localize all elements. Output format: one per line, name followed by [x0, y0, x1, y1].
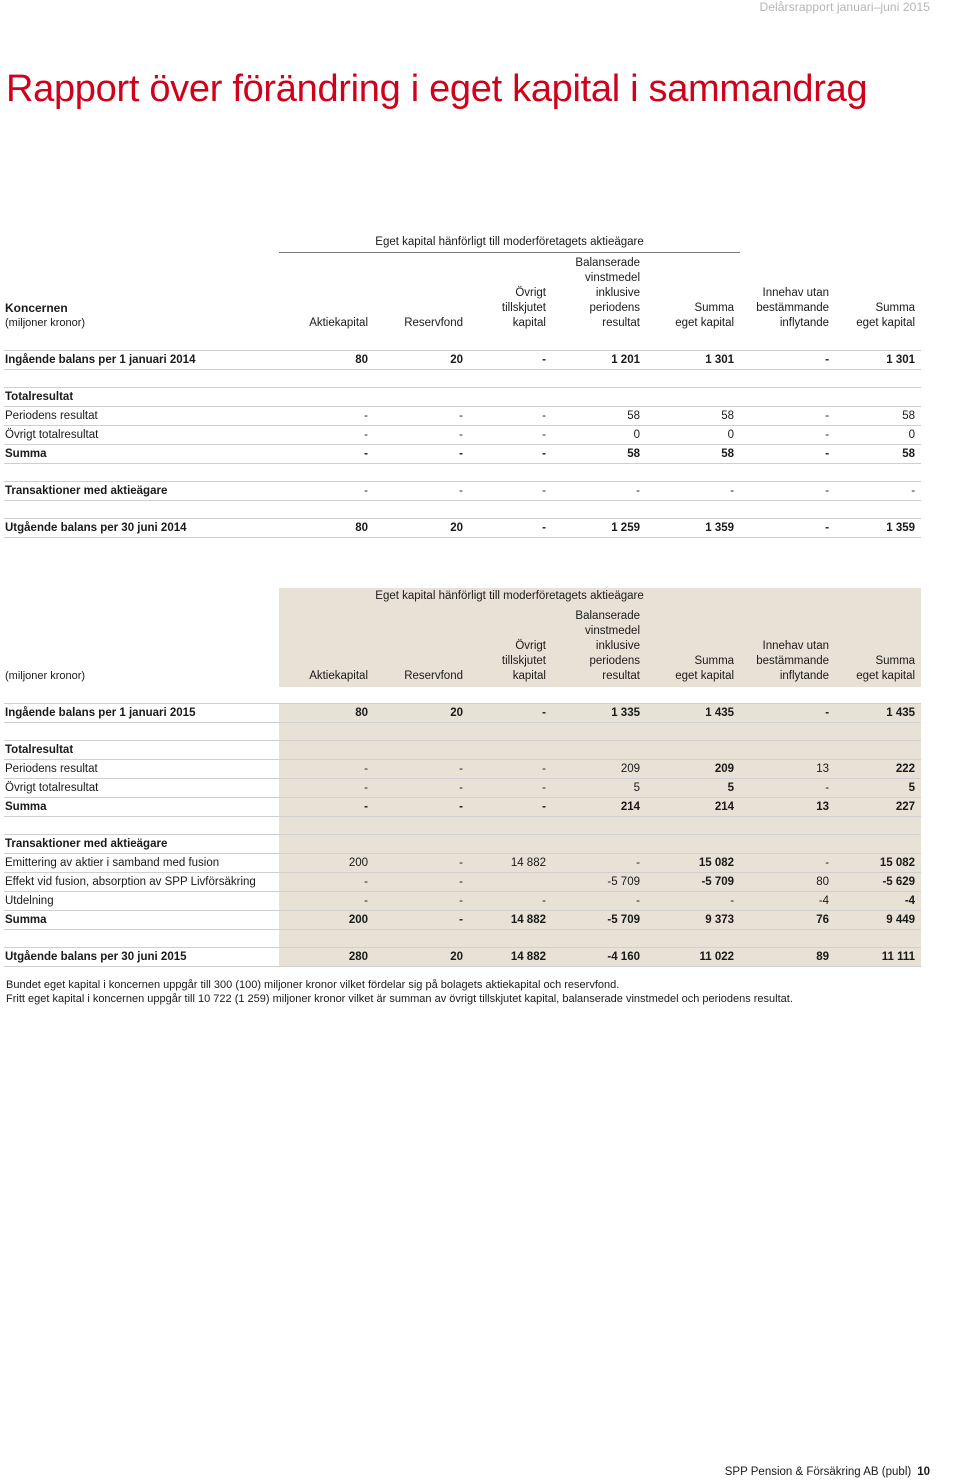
cell: 14 882	[469, 911, 552, 930]
table-row	[4, 350, 921, 369]
cell: -	[469, 481, 552, 500]
cell: -	[469, 444, 552, 463]
row-label: Utdelning	[4, 892, 279, 911]
cell: -	[740, 425, 835, 444]
table-row	[4, 741, 921, 760]
cell: 58	[646, 444, 740, 463]
cell: 20	[374, 704, 469, 723]
cell: -	[374, 798, 469, 817]
cell: 13	[740, 760, 835, 779]
page-number: 10	[917, 1466, 930, 1478]
cell: -	[740, 444, 835, 463]
col-bal-line: periodens	[589, 301, 640, 314]
cell: -	[740, 704, 835, 723]
col-summa-line: eget kapital	[675, 316, 735, 329]
row-label: Totalresultat	[4, 387, 279, 406]
cell: -4 160	[552, 948, 646, 967]
table-row	[4, 406, 921, 425]
cell: 214	[552, 798, 646, 817]
cell: 9 373	[646, 911, 740, 930]
cell: 1 359	[646, 518, 740, 537]
col-innehav-line: bestämmande	[756, 655, 830, 667]
table-row	[4, 948, 921, 967]
cell: 9 449	[835, 911, 921, 930]
col-summa-line: eget kapital	[675, 670, 735, 682]
entity-label: Koncernen	[5, 300, 68, 315]
cell: 58	[835, 444, 921, 463]
col-innehav-line: inflytande	[779, 670, 830, 682]
cell: -	[469, 892, 552, 911]
unit-label: (miljoner kronor)	[5, 670, 86, 682]
cell: 227	[835, 798, 921, 817]
cell: 20	[374, 350, 469, 369]
row-label: Summa	[4, 798, 279, 817]
cell: 1 435	[646, 704, 740, 723]
col-summa2-line: eget kapital	[856, 316, 916, 329]
col-aktiekapital: Aktiekapital	[309, 316, 368, 329]
equity-table-2014	[4, 234, 921, 538]
table-row	[4, 779, 921, 798]
cell: -	[740, 481, 835, 500]
cell: 13	[740, 798, 835, 817]
table-row	[4, 481, 921, 500]
table-row	[4, 444, 921, 463]
table-row	[4, 892, 921, 911]
col-bal-line: vinstmedel	[585, 625, 640, 637]
row-label: Utgående balans per 30 juni 2014	[4, 518, 279, 537]
col-innehav-line: bestämmande	[756, 301, 830, 314]
cell: -	[279, 873, 374, 892]
col-ovrigt-line: tillskjutet	[501, 655, 546, 667]
cell: 5	[646, 779, 740, 798]
row-label: Ingående balans per 1 januari 2015	[4, 704, 279, 723]
row-label: Övrigt totalresultat	[4, 779, 279, 798]
cell: -	[740, 350, 835, 369]
unit-label: (miljoner kronor)	[5, 316, 86, 329]
cell: 20	[374, 518, 469, 537]
cell: -	[279, 760, 374, 779]
table-row	[4, 911, 921, 930]
cell: -	[374, 911, 469, 930]
col-summa2-line: Summa	[875, 655, 916, 667]
col-bal-line: resultat	[602, 670, 640, 682]
cell: -	[740, 406, 835, 425]
cell: -	[279, 798, 374, 817]
cell: 11 022	[646, 948, 740, 967]
row-label: Utgående balans per 30 juni 2015	[4, 948, 279, 967]
cell: -	[374, 873, 469, 892]
col-ovrigt-line: Övrigt	[515, 640, 546, 652]
cell: -	[279, 425, 374, 444]
col-bal-line: periodens	[589, 655, 640, 667]
col-bal-line: resultat	[602, 316, 640, 329]
column-header-row	[4, 606, 921, 687]
footnote-fritt: Fritt eget kapital i koncernen uppgår till 10 722 (1 259) miljoner kronor vilket är summan av övrigt tillskjutet kapital, balanserade vinstmedel och periodens resultat.	[6, 993, 793, 1005]
footer-company: SPP Pension & Försäkring AB (publ)	[724, 1466, 912, 1478]
row-label: Ingående balans per 1 januari 2014	[4, 350, 279, 369]
cell: 5	[835, 779, 921, 798]
cell: 1 201	[552, 350, 646, 369]
row-label: Summa	[4, 911, 279, 930]
table-row	[4, 798, 921, 817]
cell: -	[279, 892, 374, 911]
col-summa2-line: eget kapital	[856, 670, 916, 682]
col-aktiekapital: Aktiekapital	[279, 606, 374, 687]
cell: 80	[279, 350, 374, 369]
col-summa-line: Summa	[694, 655, 735, 667]
cell: 0	[835, 425, 921, 444]
col-bal-line: inklusive	[595, 640, 640, 652]
cell: 1 301	[646, 350, 740, 369]
row-label: Transaktioner med aktieägare	[4, 481, 279, 500]
cell: -	[374, 760, 469, 779]
cell: -	[469, 779, 552, 798]
cell: -	[469, 425, 552, 444]
page-footer	[725, 1466, 930, 1478]
cell: -	[374, 481, 469, 500]
cell: -	[469, 760, 552, 779]
table-row	[4, 704, 921, 723]
col-summa-eget-kapital-total	[835, 252, 921, 334]
table-row	[4, 854, 921, 873]
col-summa2-line: Summa	[875, 301, 916, 314]
table-row	[4, 518, 921, 537]
col-ovrigt-tillskjutet	[469, 252, 552, 334]
col-innehav-line: Innehav utan	[762, 286, 830, 299]
cell: 15 082	[835, 854, 921, 873]
col-reservfond: Reservfond	[374, 606, 469, 687]
row-label: Effekt vid fusion, absorption av SPP Livförsäkring	[4, 873, 279, 892]
row-label: Emittering av aktier i samband med fusion	[4, 854, 279, 873]
col-ovrigt-tillskjutet	[469, 606, 552, 687]
cell: 11 111	[835, 948, 921, 967]
col-balanserade-vinstmedel	[552, 252, 646, 334]
cell: -	[740, 854, 835, 873]
cell: 14 882	[469, 854, 552, 873]
cell: -	[552, 854, 646, 873]
footnote-bundet: Bundet eget kapital i koncernen uppgår till 300 (100) miljoner kronor vilket fördelar sig på bolagets aktiekapital och reservfond.	[6, 979, 620, 991]
col-bal-line: vinstmedel	[585, 271, 640, 284]
equity-table-2015	[4, 588, 921, 967]
cell: 1 259	[552, 518, 646, 537]
column-group-label: Eget kapital hänförligt till moderföretagets aktieägare	[279, 588, 740, 606]
cell	[469, 873, 552, 892]
cell: 214	[646, 798, 740, 817]
cell: -4	[740, 892, 835, 911]
cell: -	[469, 406, 552, 425]
cell: -	[552, 481, 646, 500]
col-summa-eget-kapital	[646, 252, 740, 334]
table-row	[4, 835, 921, 854]
cell: 1 435	[835, 704, 921, 723]
cell: 209	[552, 760, 646, 779]
column-group-label: Eget kapital hänförligt till moderföretagets aktieägare	[279, 234, 740, 252]
footnotes	[6, 978, 936, 1006]
column-header-row	[4, 252, 921, 334]
col-ovrigt-line: tillskjutet	[501, 301, 546, 314]
col-bal-line: inklusive	[595, 286, 640, 299]
table-row	[4, 425, 921, 444]
cell: 222	[835, 760, 921, 779]
table-row	[4, 760, 921, 779]
cell: -5 629	[835, 873, 921, 892]
cell: 1 301	[835, 350, 921, 369]
col-summa-eget-kapital	[646, 606, 740, 687]
cell: 58	[552, 406, 646, 425]
cell: 209	[646, 760, 740, 779]
col-innehav-utan-bestammande	[740, 606, 835, 687]
cell: -	[552, 892, 646, 911]
cell: -5 709	[552, 873, 646, 892]
col-innehav-line: inflytande	[779, 316, 830, 329]
cell: 5	[552, 779, 646, 798]
cell: 76	[740, 911, 835, 930]
cell: 20	[374, 948, 469, 967]
col-reservfond: Reservfond	[404, 316, 463, 329]
cell: 200	[279, 854, 374, 873]
col-innehav-utan-bestammande	[740, 252, 835, 334]
cell: -	[374, 425, 469, 444]
cell: -	[279, 779, 374, 798]
cell: -5 709	[552, 911, 646, 930]
cell: -5 709	[646, 873, 740, 892]
cell: -	[374, 892, 469, 911]
cell: 15 082	[646, 854, 740, 873]
table-row	[4, 387, 921, 406]
cell: -	[740, 779, 835, 798]
cell: -	[279, 444, 374, 463]
cell: 0	[552, 425, 646, 444]
cell: 58	[835, 406, 921, 425]
cell: -	[374, 779, 469, 798]
cell: 1 359	[835, 518, 921, 537]
cell: -	[279, 481, 374, 500]
cell: -	[374, 444, 469, 463]
col-innehav-line: Innehav utan	[762, 640, 830, 652]
cell: 80	[279, 518, 374, 537]
page-title: Rapport över förändring i eget kapital i sammandrag	[6, 68, 868, 110]
cell: 0	[646, 425, 740, 444]
row-label: Periodens resultat	[4, 760, 279, 779]
cell: -	[469, 350, 552, 369]
cell: 14 882	[469, 948, 552, 967]
col-ovrigt-line: Övrigt	[515, 286, 546, 299]
cell: 280	[279, 948, 374, 967]
cell: -	[374, 406, 469, 425]
cell: 89	[740, 948, 835, 967]
col-summa-line: Summa	[694, 301, 735, 314]
cell: 58	[552, 444, 646, 463]
row-label: Transaktioner med aktieägare	[4, 835, 279, 854]
running-header: Delårsrapport januari–juni 2015	[759, 0, 930, 14]
cell: -	[374, 854, 469, 873]
row-label: Övrigt totalresultat	[4, 425, 279, 444]
col-balanserade-vinstmedel	[552, 606, 646, 687]
col-summa-eget-kapital-total	[835, 606, 921, 687]
col-bal-line: Balanserade	[575, 610, 640, 622]
cell: -	[469, 704, 552, 723]
col-bal-line: Balanserade	[575, 256, 640, 269]
cell: 1 335	[552, 704, 646, 723]
col-ovrigt-line: kapital	[512, 670, 546, 682]
cell: 58	[646, 406, 740, 425]
cell: -	[469, 518, 552, 537]
cell: -	[740, 518, 835, 537]
col-ovrigt-line: kapital	[512, 316, 546, 329]
cell: -	[835, 481, 921, 500]
cell: 200	[279, 911, 374, 930]
cell: -	[469, 798, 552, 817]
cell: -4	[835, 892, 921, 911]
row-label: Periodens resultat	[4, 406, 279, 425]
cell: 80	[740, 873, 835, 892]
row-label: Summa	[4, 444, 279, 463]
cell: -	[279, 406, 374, 425]
cell: -	[646, 481, 740, 500]
cell: 80	[279, 704, 374, 723]
cell: -	[646, 892, 740, 911]
table-row	[4, 873, 921, 892]
row-label: Totalresultat	[4, 741, 279, 760]
